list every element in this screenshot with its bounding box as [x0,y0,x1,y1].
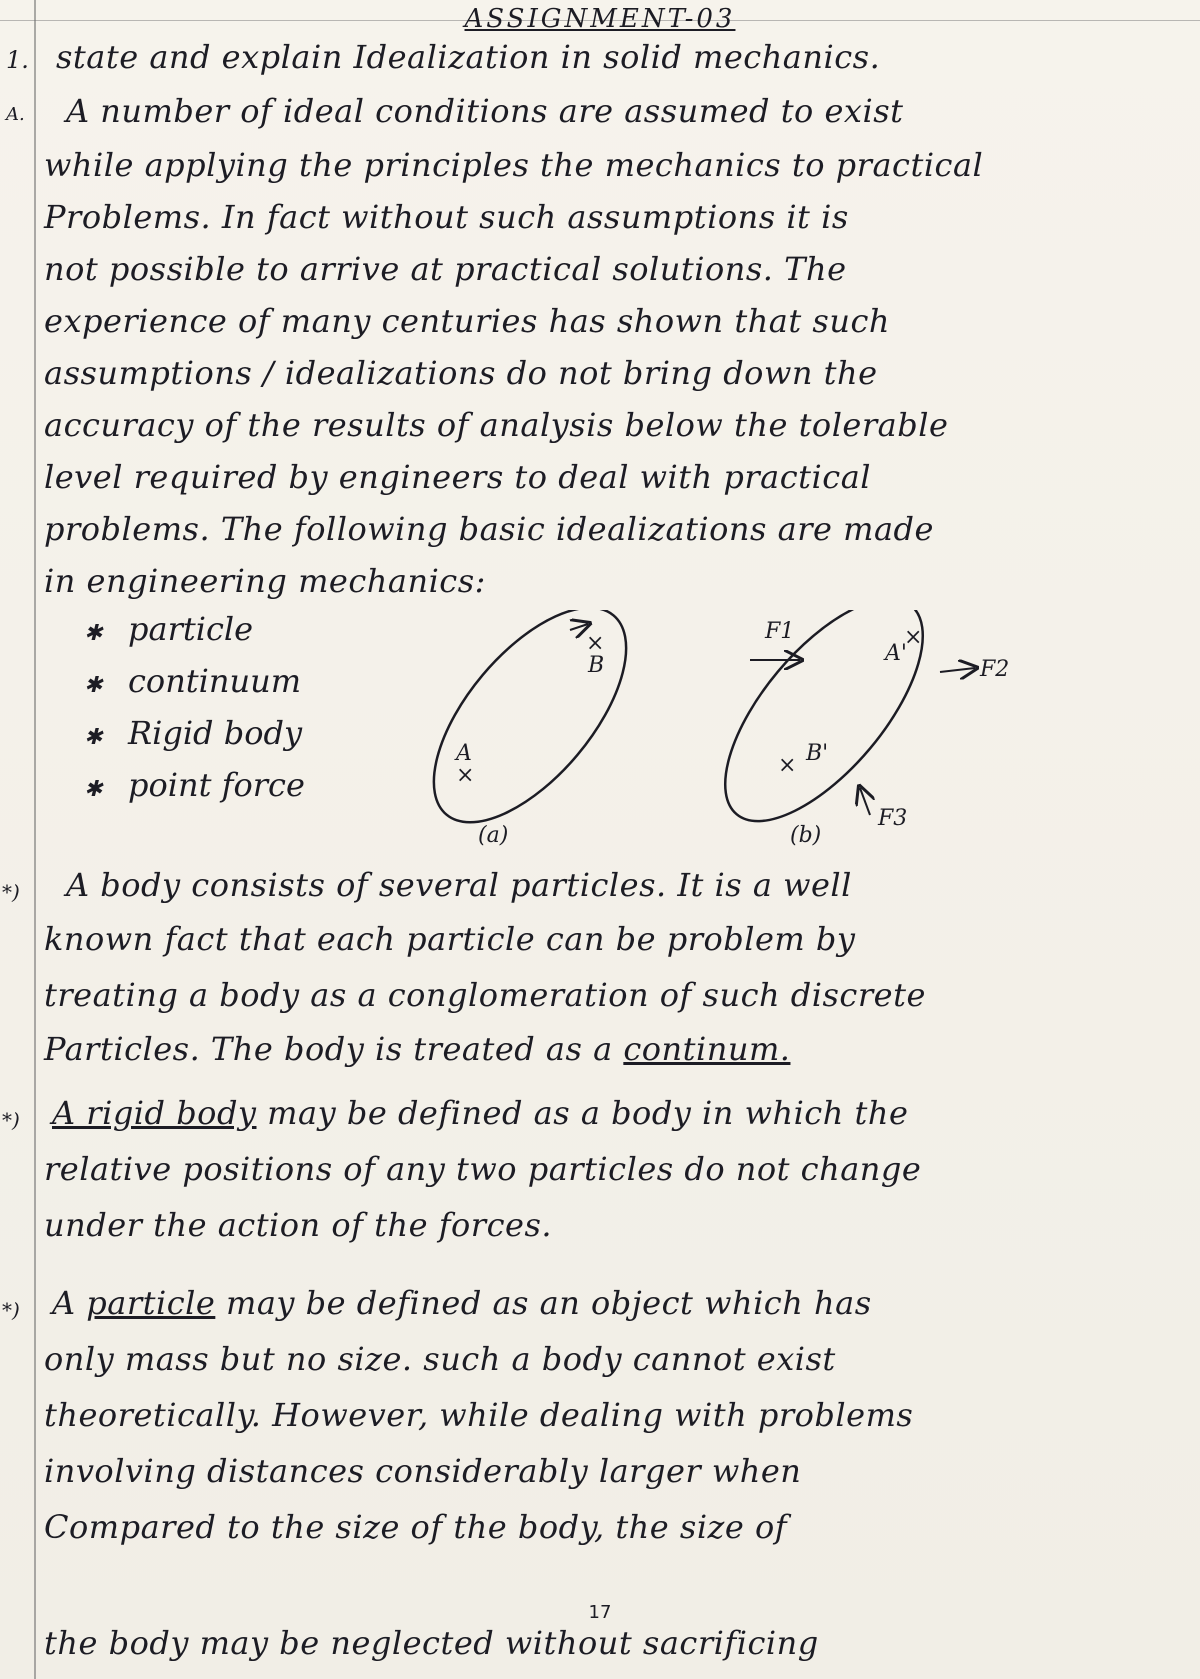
p1-line-6: assumptions / idealizations do not bring down the [44,354,878,392]
paragraph-mark: *) [2,880,20,904]
body-sketch-svg [420,610,1200,850]
continuum-term: continum. [623,1030,791,1068]
force-f2-label: F2 [980,657,1010,682]
point-b-prime-mark: × [778,753,797,778]
p4-line-1 [52,1284,1192,1322]
list-item: ✱ continuum [84,662,302,700]
p4-line-3: theoretically. However, while dealing with problems [44,1396,914,1434]
p4-line-4: involving distances considerably larger when [44,1452,802,1490]
page-number: 17 [588,1602,612,1623]
p2-line-1: A body consists of several particles. It is a well [66,866,852,904]
body-sketch-figure [420,610,1200,850]
question-number: 1. [6,46,29,74]
caption-b: (b) [790,823,822,848]
point-a-prime-mark: × [904,625,923,650]
p1-line-10: in engineering mechanics: [44,562,486,600]
list-item: ✱ Rigid body [84,714,303,752]
p4-lead: A [52,1284,87,1322]
page-title: ASSIGNMENT-03 [464,4,736,34]
p2-line-2: known fact that each particle can be problem by [44,920,856,958]
p2-line-4-text: Particles. The body is treated as a [44,1030,624,1068]
answer-mark: A. [6,104,25,125]
point-b-label: B [588,653,605,678]
body-a-outline [420,610,661,850]
point-b-prime-label: B' [806,741,829,766]
list-item-label: particle [128,610,254,648]
p1-line-9: problems. The following basic idealizations are made [44,510,934,548]
particle-term: particle [86,1284,216,1322]
p1-line-3: Problems. In fact without such assumptions it is [44,198,849,236]
p2-line-3: treating a body as a conglomeration of such discrete [44,976,926,1014]
paragraph-mark: *) [2,1108,20,1132]
point-b-mark: × [586,631,605,656]
p1-line-4: not possible to arrive at practical solutions. The [44,250,847,288]
force-f3-label: F3 [878,806,908,831]
list-item-label: continuum [128,662,302,700]
force-f2-arrow [940,668,975,672]
list-item: ✱ particle [84,610,254,648]
p3-line-2: relative positions of any two particles do not change [44,1150,922,1188]
p4-line-6: the body may be neglected without sacrificing [44,1624,819,1662]
point-a-mark: × [456,763,475,788]
p2-line-4 [44,1030,1184,1068]
p3-line-1 [52,1094,1192,1132]
idealization-list [84,610,305,818]
list-item-label: Rigid body [128,714,303,752]
list-item: ✱ point force [84,766,305,804]
point-a-label: A [456,741,472,766]
arrow-icon [570,624,588,630]
force-f3-arrow [860,788,870,815]
margin-rule [34,0,36,1679]
force-f1-label: F1 [765,619,795,644]
point-a-prime-label: A' [885,641,907,666]
p1-line-8: level required by engineers to deal with practical [44,458,871,496]
p4-line-1-text: may be defined as an object which has [215,1284,872,1322]
paragraph-mark: *) [2,1298,20,1322]
rigid-body-term: A rigid body [52,1094,257,1132]
p3-line-3: under the action of the forces. [44,1206,553,1244]
question-text: state and explain Idealization in solid mechanics. [56,38,881,76]
caption-a: (a) [478,823,509,848]
list-item-label: point force [128,766,305,804]
p1-line-7: accuracy of the results of analysis below the tolerable [44,406,949,444]
p1-line-5: experience of many centuries has shown that such [44,302,890,340]
p1-line-1: A number of ideal conditions are assumed to exist [66,92,904,130]
p1-line-2: while applying the principles the mechanics to practical [44,146,984,184]
p4-line-2: only mass but no size. such a body cannot exist [44,1340,836,1378]
p3-line-1-text: may be defined as a body in which the [256,1094,909,1132]
p4-line-5: Compared to the size of the body, the size of [44,1508,788,1546]
